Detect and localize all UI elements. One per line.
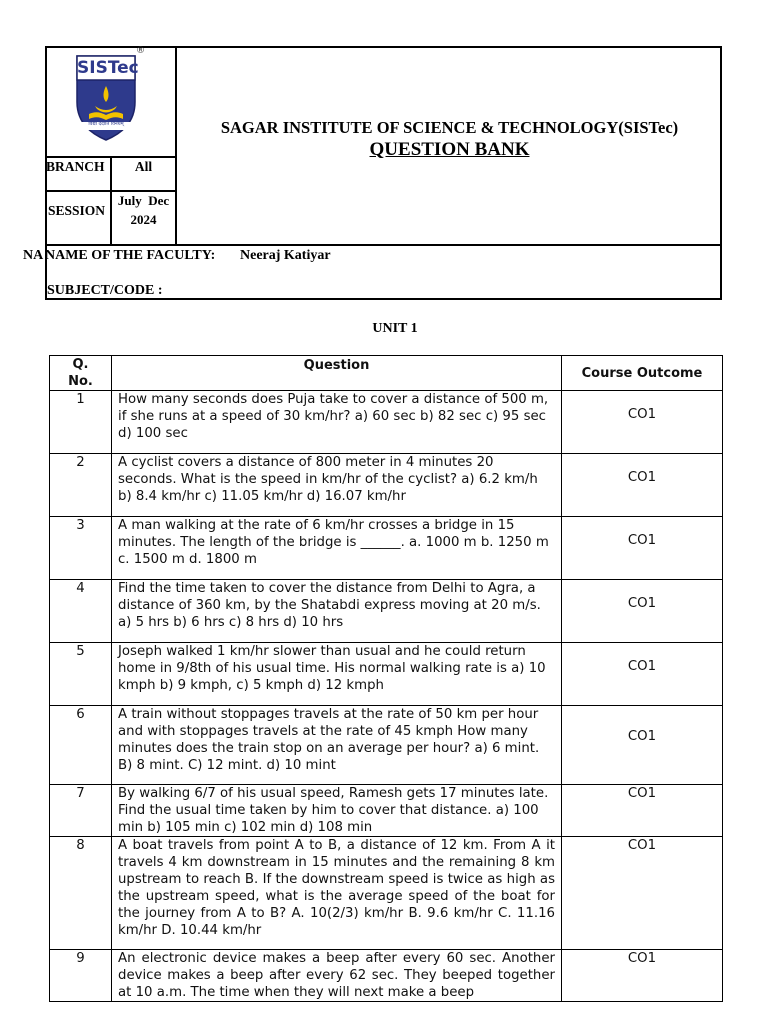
- course-outcome: CO1: [562, 706, 723, 785]
- logo-cell: [45, 46, 177, 157]
- faculty-name: Neeraj Katiyar: [240, 248, 331, 263]
- course-outcome: CO1: [562, 643, 723, 706]
- question-number: 4: [50, 580, 112, 643]
- table-row: [50, 785, 723, 837]
- question-text: A cyclist covers a distance of 800 meter in 4 minutes 20 seconds. What is the speed in km/hr of the cyclist? a) 6.2 km/h b) 8.4 km/hr c) 11.05 km/hr d) 16.07 km/hr: [112, 454, 562, 517]
- branch-value: All: [134, 159, 153, 174]
- question-text: A boat travels from point A to B, a distance of 12 km. From A it travels 4 km downstream in 15 minutes and the remaining 8 km upstream to reach B. If the downstream speed is twice as high as the upstream speed, what is the average speed of the boat for the journey from A to B? A. 10(2/3) km/hr B. 9.6 km/hr C. 11.16 km/hr D. 10.44 km/hr: [112, 837, 562, 950]
- branch-row: [45, 156, 177, 191]
- course-outcome: CO1: [562, 950, 723, 1002]
- session-label: SESSION: [48, 203, 106, 218]
- course-outcome: CO1: [562, 837, 723, 950]
- logo-text: SISTec: [77, 58, 139, 78]
- question-text: A man walking at the rate of 6 km/hr crosses a bridge in 15 minutes. The length of the bridge is ______. a. 1000 m b. 1250 m c. 1500 m d. 1800 m: [112, 517, 562, 580]
- header-course-outcome: Course Outcome: [562, 356, 723, 391]
- question-number: 7: [50, 785, 112, 837]
- branch-label: BRANCH: [46, 159, 105, 174]
- faculty-prefix: NA: [23, 248, 44, 263]
- table-row: [50, 580, 723, 643]
- logo-motto: विद्या ददाति विनयम्: [88, 121, 124, 127]
- course-outcome: CO1: [562, 785, 723, 837]
- document-title: QUESTION BANK: [369, 139, 530, 160]
- course-outcome: CO1: [562, 580, 723, 643]
- institute-name: SAGAR INSTITUTE OF SCIENCE & TECHNOLOGY(SISTec): [220, 118, 679, 137]
- subject-code-label: SUBJECT/CODE :: [47, 283, 163, 298]
- question-number: 9: [50, 950, 112, 1002]
- session-value-line2: 2024: [130, 212, 157, 227]
- question-text: By walking 6/7 of his usual speed, Ramesh gets 17 minutes late. Find the usual time taken by him to cover that distance. a) 100 min b) 105 min c) 102 min d) 108 min: [112, 785, 562, 837]
- question-text: How many seconds does Puja take to cover a distance of 500 m, if she runs at a speed of 30 km/hr? a) 60 sec b) 82 sec c) 95 sec d) 100 sec: [112, 391, 562, 454]
- course-outcome: CO1: [562, 454, 723, 517]
- registered-mark: ®: [136, 46, 145, 56]
- session-row: [45, 190, 177, 245]
- header-question-no: [50, 356, 112, 391]
- question-text: Joseph walked 1 km/hr slower than usual and he could return home in 9/8th of his usual time. His normal walking rate is a) 10 kmph b) 9 kmph, c) 5 kmph d) 12 kmph: [112, 643, 562, 706]
- question-text: A train without stoppages travels at the rate of 50 km per hour and with stoppages travels at the rate of 45 kmph How many minutes does the train stop on an average per hour? a) 6 mint. B) 8 mint. C) 12 mint. d) 10 mint: [112, 706, 562, 785]
- question-text: Find the time taken to cover the distance from Delhi to Agra, a distance of 360 km, by the Shatabdi express moving at 20 m/s. a) 5 hrs b) 6 hrs c) 8 hrs d) 10 hrs: [112, 580, 562, 643]
- course-outcome: CO1: [562, 517, 723, 580]
- table-row: [50, 643, 723, 706]
- table-header-row: [50, 356, 723, 391]
- question-number: 6: [50, 706, 112, 785]
- question-table: [49, 355, 723, 1002]
- question-text: An electronic device makes a beep after every 60 sec. Another device makes a beep after every 62 sec. They beeped together at 10 a.m. The time when they will next make a beep: [112, 950, 562, 1002]
- table-row: [50, 391, 723, 454]
- table-row: [50, 950, 723, 1002]
- question-number: 2: [50, 454, 112, 517]
- faculty-label: NAME OF THE FACULTY:: [45, 248, 216, 263]
- course-outcome: CO1: [562, 391, 723, 454]
- table-row: [50, 517, 723, 580]
- session-value-line1: July Dec: [117, 193, 170, 208]
- question-number: 5: [50, 643, 112, 706]
- unit-title: UNIT 1: [372, 321, 418, 336]
- question-number: 1: [50, 391, 112, 454]
- faculty-divider: [45, 244, 722, 246]
- question-number: 8: [50, 837, 112, 950]
- question-number: 3: [50, 517, 112, 580]
- table-row: [50, 454, 723, 517]
- table-row: [50, 706, 723, 785]
- header-no-line: No.: [68, 374, 93, 389]
- table-row: [50, 837, 723, 950]
- header-question: Question: [112, 356, 562, 391]
- header-q-line: Q.: [72, 357, 89, 372]
